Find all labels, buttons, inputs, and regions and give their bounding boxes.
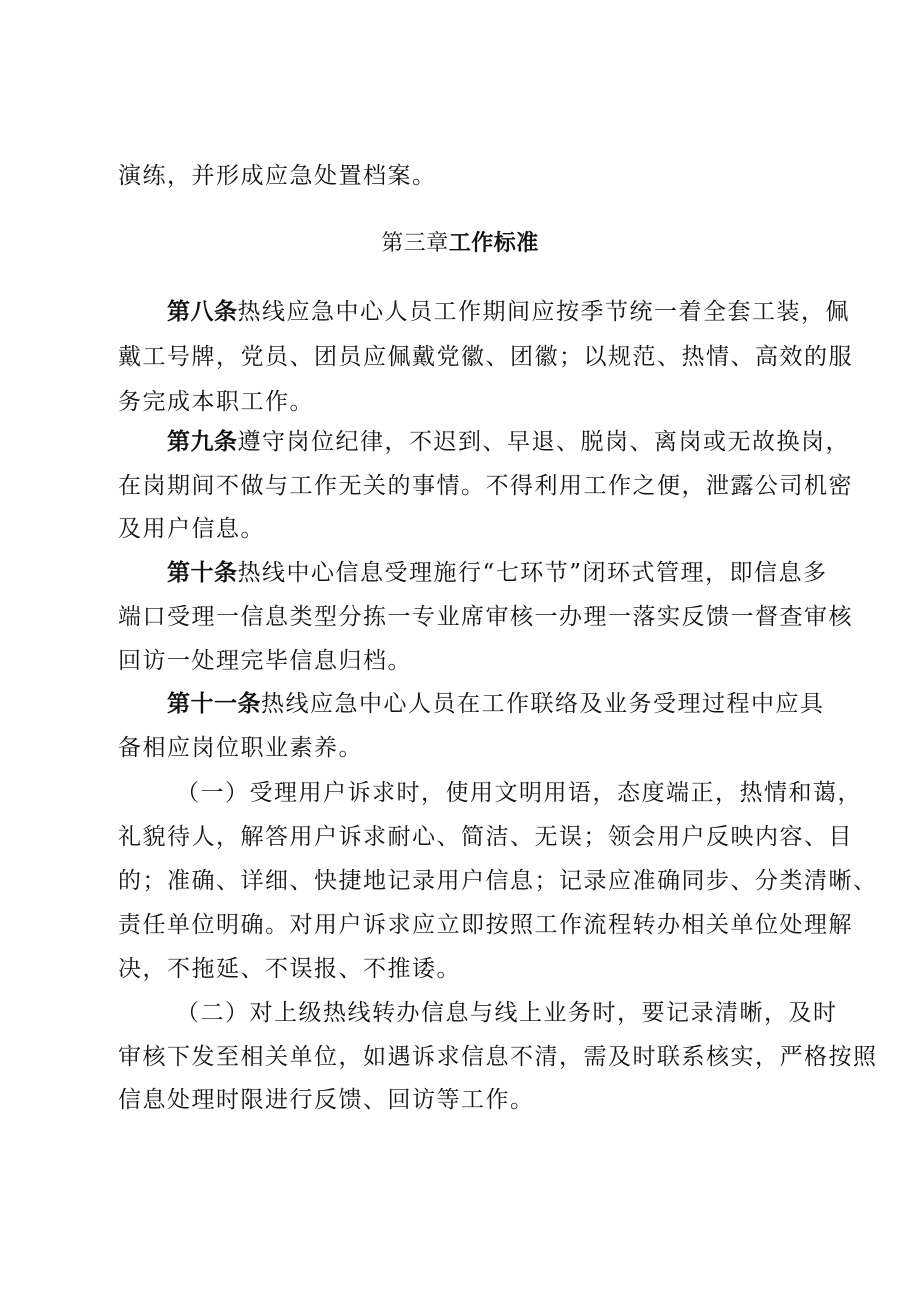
article-text: 热线应急中心人员在工作联络及业务受理过程中应具 (261, 691, 825, 717)
article-label: 第十条 (167, 560, 238, 586)
article-label: 第八条 (167, 299, 238, 325)
article-10-line-1 (167, 557, 828, 589)
item-1-line-1: （一）受理用户诉求时，使用文明用语，态度端正，热情和蔼， (176, 780, 862, 806)
article-11-line-1 (167, 688, 825, 720)
article-text: 遵守岗位纪律，不迟到、早退、脱岗、离岗或无故换岗， (237, 429, 850, 455)
article-label: 第九条 (167, 429, 238, 455)
chapter-number: 第三章 (381, 231, 449, 256)
item-2-line-2: 审核下发至相关单位，如遇诉求信息不清，需及时联系核实，严格按照 (118, 1044, 878, 1070)
article-8-line-1 (167, 296, 850, 328)
article-10-line-2: 端口受理一信息类型分拣一专业席审核一办理一落实反馈一督查审核 (118, 604, 853, 630)
article-9-line-1 (167, 426, 850, 458)
continuation-text: 演练，并形成应急处置档案。 (118, 163, 437, 189)
item-2-line-3: 信息处理时限进行反馈、回访等工作。 (118, 1087, 535, 1113)
article-9-line-2: 在岗期间不做与工作无关的事情。不得利用工作之便，泄露公司机密 (118, 473, 853, 499)
article-8-line-3: 务完成本职工作。 (118, 389, 314, 415)
article-11-line-2: 备相应岗位职业素养。 (118, 735, 363, 761)
article-text: 热线中心信息受理施行“七环节”闭环式管理，即信息多 (237, 560, 828, 586)
article-9-line-3: 及用户信息。 (118, 516, 265, 542)
chapter-heading (0, 228, 920, 260)
item-1-line-4: 责任单位明确。对用户诉求应立即按照工作流程转办相关单位处理解 (118, 912, 853, 938)
article-8-line-2: 戴工号牌，党员、团员应佩戴党徽、团徽；以规范、热情、高效的服 (118, 344, 853, 370)
chapter-title: 工作标准 (448, 231, 539, 256)
article-text: 热线应急中心人员工作期间应按季节统一着全套工装，佩 (237, 299, 850, 325)
article-label: 第十一条 (167, 691, 261, 717)
article-10-line-3: 回访一处理完毕信息归档。 (118, 648, 412, 674)
item-2-line-1: （二）对上级热线转办信息与线上业务时，要记录清晰，及时 (176, 1000, 838, 1026)
item-1-line-2: 礼貌待人，解答用户诉求耐心、简洁、无误；领会用户反映内容、目 (118, 824, 853, 850)
item-1-line-5: 决，不拖延、不误报、不推诿。 (118, 956, 461, 982)
item-1-line-3: 的；准确、详细、快捷地记录用户信息；记录应准确同步、分类清晰、 (118, 868, 878, 894)
